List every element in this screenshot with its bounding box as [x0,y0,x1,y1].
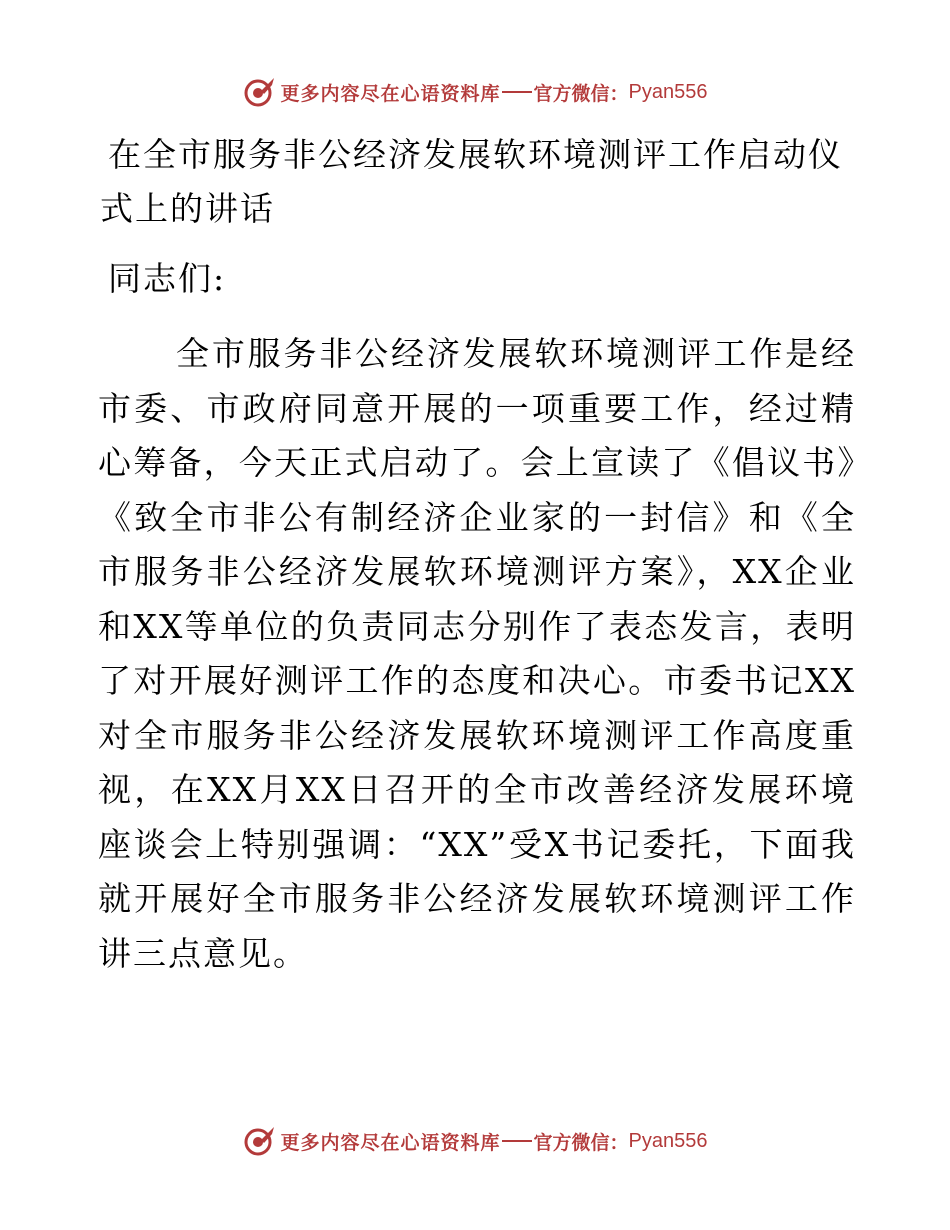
quill-logo-icon [243,75,277,109]
watermark-dash [502,91,532,93]
body-paragraph: 全市服务非公经济发展软环境测评工作是经市委、市政府同意开展的一项重要工作，经过精心筹备，今天正式启动了。会上宣读了《倡议书》《致全市非公有制经济企业家的一封信》和《全市服务非公经济发展软环境测评方案》，XX企业和XX等单位的负责同志分别作了表态发言，表明了对开展好测评工作的态度和决心。市委书记XX对全市服务非公经济发展软环境测评工作高度重视，在XX月XX日召开的全市改善经济发展环境座谈会上特别强调：“XX”受X书记委托，下面我就开展好全市服务非公经济发展软环境测评工作讲三点意见。 [98,334,856,973]
watermark-id: Pyan556 [628,80,708,103]
watermark-text: 更多内容尽在心语资料库 [280,1131,501,1154]
watermark-header [0,72,950,112]
watermark-dash [502,1140,532,1142]
watermark-footer [0,1121,950,1161]
watermark-id: Pyan556 [628,1129,708,1152]
watermark-label: 官方微信： [533,82,629,105]
watermark-label: 官方微信： [533,1131,629,1154]
quill-logo-icon [243,1124,277,1158]
watermark-text: 更多内容尽在心语资料库 [280,82,501,105]
salutation: 同志们: [108,259,227,298]
document-title: 在全市服务非公经济发展软环境测评工作启动仪式上的讲话 [100,135,843,228]
